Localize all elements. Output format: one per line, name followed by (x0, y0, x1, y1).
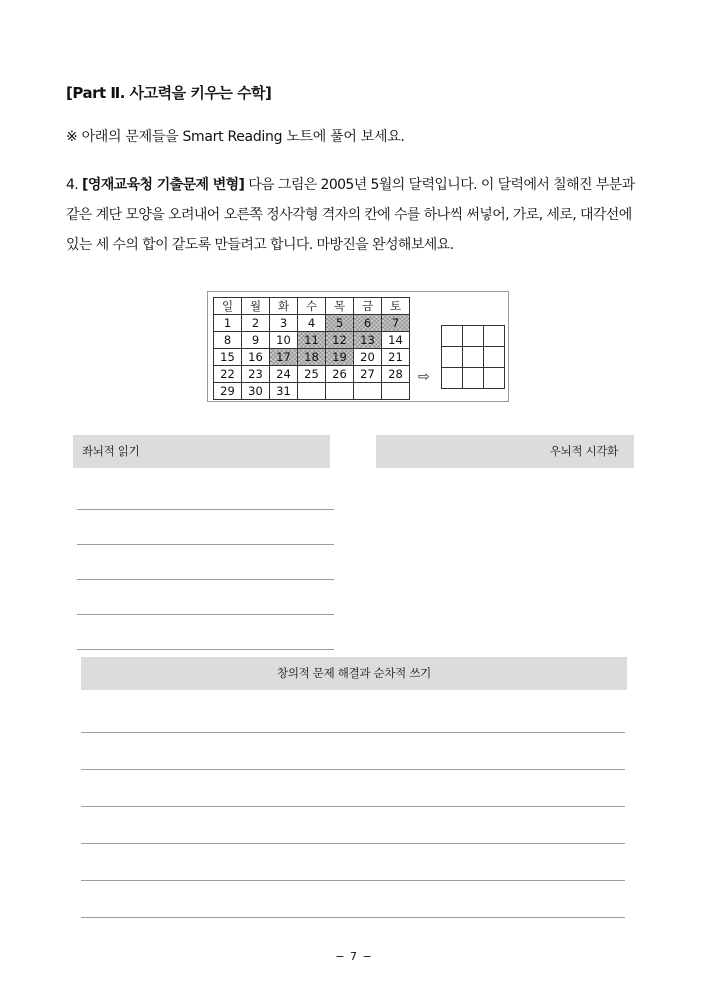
grid-cell (442, 347, 463, 368)
calendar-week-row (214, 366, 410, 383)
left-brain-reading-header: 좌뇌적 읽기 (73, 435, 330, 468)
calendar-table (213, 297, 410, 400)
instruction-note: ※ 아래의 문제들을 Smart Reading 노트에 풀어 보세요. (66, 129, 405, 145)
calendar-day-cell: 14 (382, 332, 410, 349)
calendar-day-cell: 28 (382, 366, 410, 383)
calendar-day-cell: 12 (326, 332, 354, 349)
grid-cell (463, 326, 484, 347)
calendar-day-cell: 3 (270, 315, 298, 332)
grid-cell (484, 326, 505, 347)
right-brain-visualization-header: 우뇌적 시각화 (376, 435, 634, 468)
grid-cell (442, 326, 463, 347)
calendar-day-cell (354, 383, 382, 400)
grid-cell (484, 347, 505, 368)
calendar-day-cell: 10 (270, 332, 298, 349)
calendar-day-cell (382, 383, 410, 400)
calendar-weekday: 목 (326, 298, 354, 315)
bottom-writing-line (81, 880, 625, 881)
calendar-day-cell (326, 383, 354, 400)
problem-number: 4. (66, 177, 79, 193)
calendar-week-row (214, 315, 410, 332)
calendar-week-row (214, 332, 410, 349)
calendar-day-cell: 30 (242, 383, 270, 400)
calendar-day-cell: 24 (270, 366, 298, 383)
creative-writing-header: 창의적 문제 해결과 순차적 쓰기 (81, 657, 627, 690)
calendar-body (214, 315, 410, 400)
calendar-week-row (214, 349, 410, 366)
left-writing-line (77, 544, 334, 545)
calendar-day-cell: 31 (270, 383, 298, 400)
calendar-day-cell: 17 (270, 349, 298, 366)
calendar-day-cell: 11 (298, 332, 326, 349)
magic-square-grid (441, 325, 505, 389)
left-writing-line (77, 614, 334, 615)
bottom-writing-line (81, 917, 625, 918)
calendar-weekday: 금 (354, 298, 382, 315)
calendar-day-cell: 4 (298, 315, 326, 332)
calendar-day-cell: 23 (242, 366, 270, 383)
bottom-writing-line (81, 843, 625, 844)
calendar-day-cell: 5 (326, 315, 354, 332)
grid-cell (484, 368, 505, 389)
page-number: − 7 − (335, 950, 373, 963)
calendar-day-cell: 18 (298, 349, 326, 366)
left-writing-line (77, 509, 334, 510)
calendar-day-cell: 20 (354, 349, 382, 366)
problem-text: 다음 그림은 2005년 5월의 달력입니다. 이 달력에서 칠해진 부분과 같은 계단 모양을 오려내어 오른쪽 정사각형 격자의 칸에 수를 하나씩 써넣어, 가로, 세로, 대각선에 있는 세 수의 합이 같도록 만들려고 합니다. 마방진을 완성해보세요. (66, 177, 635, 253)
calendar-weekday: 화 (270, 298, 298, 315)
calendar-day-cell: 7 (382, 315, 410, 332)
grid-cell (463, 347, 484, 368)
right-arrow-icon: ⇨ (418, 369, 430, 385)
calendar-day-cell: 9 (242, 332, 270, 349)
calendar-day-cell: 25 (298, 366, 326, 383)
calendar-weekday-row (214, 298, 410, 315)
calendar-day-cell: 27 (354, 366, 382, 383)
bottom-writing-line (81, 769, 625, 770)
grid-cell (442, 368, 463, 389)
grid-cell (463, 368, 484, 389)
calendar-day-cell: 21 (382, 349, 410, 366)
calendar-day-cell: 26 (326, 366, 354, 383)
calendar-day-cell: 29 (214, 383, 242, 400)
calendar-figure (207, 291, 509, 402)
calendar-week-row (214, 383, 410, 400)
calendar-weekday: 토 (382, 298, 410, 315)
bottom-writing-line (81, 732, 625, 733)
problem-statement (66, 170, 642, 260)
problem-source: [영재교육청 기출문제 변형] (82, 177, 245, 193)
calendar-day-cell: 2 (242, 315, 270, 332)
part-title: [Part Ⅱ. 사고력을 키우는 수학] (66, 84, 272, 102)
calendar-weekday: 일 (214, 298, 242, 315)
calendar-day-cell: 6 (354, 315, 382, 332)
calendar-day-cell: 15 (214, 349, 242, 366)
calendar-day-cell: 22 (214, 366, 242, 383)
calendar-day-cell: 16 (242, 349, 270, 366)
left-writing-line (77, 649, 334, 650)
calendar-weekday: 월 (242, 298, 270, 315)
calendar-day-cell: 8 (214, 332, 242, 349)
calendar-day-cell: 1 (214, 315, 242, 332)
calendar-day-cell: 13 (354, 332, 382, 349)
calendar-day-cell (298, 383, 326, 400)
left-writing-line (77, 579, 334, 580)
bottom-writing-line (81, 806, 625, 807)
calendar-day-cell: 19 (326, 349, 354, 366)
calendar-weekday: 수 (298, 298, 326, 315)
